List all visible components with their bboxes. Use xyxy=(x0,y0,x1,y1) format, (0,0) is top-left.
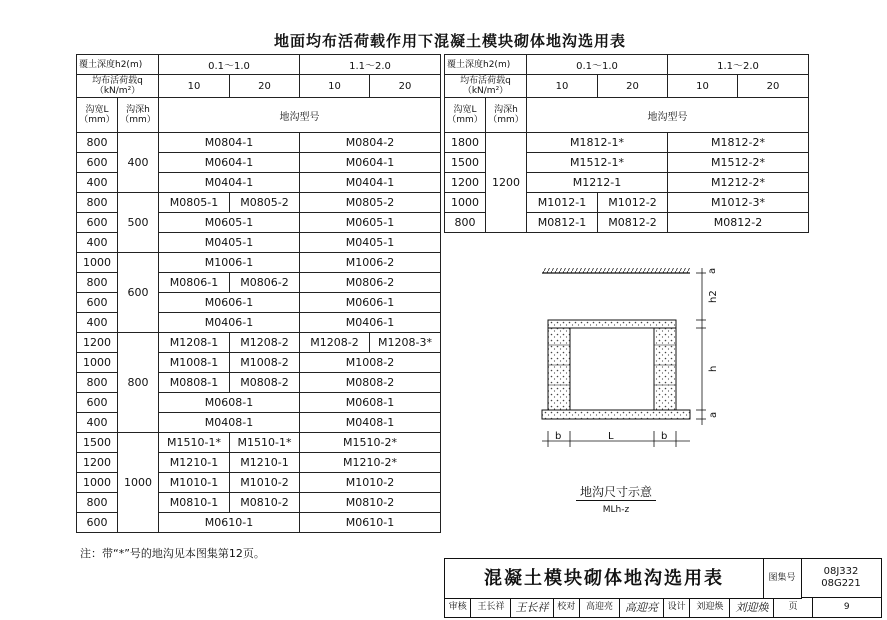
trench-width: 600 xyxy=(77,213,118,233)
trench-type: M0406-1 xyxy=(159,313,300,333)
trench-type: M1510-1* xyxy=(230,433,300,453)
header-row-load xyxy=(445,75,809,98)
height-label: 沟深h（mm） xyxy=(486,98,527,133)
trench-width: 800 xyxy=(77,273,118,293)
trench-type: M0605-1 xyxy=(300,213,441,233)
trench-type: M1212-1 xyxy=(527,173,668,193)
trench-depth: 800 xyxy=(118,333,159,433)
trench-type: M1008-2 xyxy=(300,353,441,373)
trench-type: M1812-2* xyxy=(668,133,809,153)
load-value: 20 xyxy=(230,75,300,98)
trench-type: M0604-1 xyxy=(300,153,441,173)
dim-b-right: b xyxy=(661,431,668,442)
atlas-number-label: 图集号 xyxy=(763,559,802,599)
trench-type: M0805-1 xyxy=(159,193,230,213)
trench-width: 800 xyxy=(77,493,118,513)
trench-width: 600 xyxy=(77,153,118,173)
signature-row xyxy=(445,598,881,617)
design-label: 设计 xyxy=(664,598,690,617)
dim-b-left: b xyxy=(555,431,562,442)
trench-type: M0404-1 xyxy=(159,173,300,193)
trench-type: M0804-1 xyxy=(159,133,300,153)
trench-type: M0810-2 xyxy=(300,493,441,513)
trench-type: M0804-2 xyxy=(300,133,441,153)
depth-range-1: 0.1～1.0 xyxy=(527,55,668,75)
trench-width: 1500 xyxy=(77,433,118,453)
table-row xyxy=(445,133,809,153)
checker-name: 高迎亮 xyxy=(580,598,620,617)
trench-width: 800 xyxy=(445,213,486,233)
selection-table-right xyxy=(444,54,809,233)
depth-range-2: 1.1～2.0 xyxy=(300,55,441,75)
trench-depth: 1200 xyxy=(486,133,527,233)
reviewer-name: 王长祥 xyxy=(471,598,511,617)
load-value: 10 xyxy=(668,75,738,98)
depth-label: 覆土深度h2(m) xyxy=(445,55,527,75)
trench-type: M1008-1 xyxy=(159,353,230,373)
reviewer-signature: 王长祥 xyxy=(511,598,553,617)
trench-type: M1510-2* xyxy=(300,433,441,453)
dim-L: L xyxy=(608,431,614,442)
trench-width: 1000 xyxy=(445,193,486,213)
trench-type: M1010-1 xyxy=(159,473,230,493)
checker-signature: 高迎亮 xyxy=(620,598,664,617)
left-wall xyxy=(548,328,570,410)
load-value: 10 xyxy=(300,75,370,98)
atlas-number-line: 08J332 xyxy=(823,566,859,577)
trench-type: M0808-2 xyxy=(300,373,441,393)
trench-type: M0806-2 xyxy=(300,273,441,293)
type-label: 地沟型号 xyxy=(159,98,441,133)
trench-width: 1200 xyxy=(77,333,118,353)
load-value: 10 xyxy=(527,75,598,98)
trench-type: M0812-1 xyxy=(527,213,598,233)
review-label: 审核 xyxy=(445,598,471,617)
cover-slab xyxy=(548,320,676,328)
page-title: 地面均布活荷载作用下混凝土模块砌体地沟选用表 xyxy=(273,32,626,50)
trench-type: M1012-2 xyxy=(598,193,668,213)
trench-type: M0408-1 xyxy=(300,413,441,433)
check-label: 校对 xyxy=(554,598,580,617)
load-value: 10 xyxy=(159,75,230,98)
table-row xyxy=(77,253,441,273)
trench-width: 1500 xyxy=(445,153,486,173)
width-label: 沟宽L（mm） xyxy=(77,98,118,133)
right-wall xyxy=(654,328,676,410)
footnote: 注：带“*”号的地沟见本图集第12页。 xyxy=(80,547,265,560)
header-row-depth xyxy=(445,55,809,75)
dim-a-bottom: a xyxy=(708,411,719,418)
trench-type: M1208-1 xyxy=(159,333,230,353)
atlas-number xyxy=(801,559,881,598)
trench-type: M0610-1 xyxy=(300,513,441,533)
trench-type: M1512-1* xyxy=(527,153,668,173)
load-value: 20 xyxy=(370,75,441,98)
table-row xyxy=(77,333,441,353)
trench-type: M0808-2 xyxy=(230,373,300,393)
trench-type: M1512-2* xyxy=(668,153,809,173)
trench-type: M1210-1 xyxy=(159,453,230,473)
trench-type: M1012-3* xyxy=(668,193,809,213)
header-row-type xyxy=(445,98,809,133)
trench-type: M0608-1 xyxy=(300,393,441,413)
trench-type: M0604-1 xyxy=(159,153,300,173)
trench-width: 800 xyxy=(77,193,118,213)
trench-type: M0405-1 xyxy=(159,233,300,253)
trench-type: M0606-1 xyxy=(159,293,300,313)
dim-h: h xyxy=(708,365,719,372)
trench-type: M1210-1 xyxy=(230,453,300,473)
trench-type: M1010-2 xyxy=(230,473,300,493)
trench-width: 600 xyxy=(77,393,118,413)
trench-type: M1008-2 xyxy=(230,353,300,373)
load-label: 均布活荷载q（kN/m²） xyxy=(77,75,159,98)
trench-type: M0805-2 xyxy=(300,193,441,213)
trench-width: 400 xyxy=(77,413,118,433)
trench-type: M1208-2 xyxy=(300,333,370,353)
table-row xyxy=(77,193,441,213)
trench-type: M0806-2 xyxy=(230,273,300,293)
page-label: 页 xyxy=(774,598,812,617)
trench-width: 600 xyxy=(77,293,118,313)
trench-type: M1006-2 xyxy=(300,253,441,273)
depth-label: 覆土深度h2(m) xyxy=(77,55,159,75)
designer-name: 刘迎焕 xyxy=(690,598,730,617)
trench-width: 400 xyxy=(77,313,118,333)
trench-depth: 500 xyxy=(118,193,159,253)
dim-h2: h2 xyxy=(708,290,719,303)
trench-type: M1812-1* xyxy=(527,133,668,153)
trench-type: M1212-2* xyxy=(668,173,809,193)
trench-width: 1000 xyxy=(77,353,118,373)
trench-type: M0608-1 xyxy=(159,393,300,413)
trench-width: 1800 xyxy=(445,133,486,153)
trench-type: M1208-3* xyxy=(370,333,441,353)
page-number: 9 xyxy=(843,602,850,612)
table-row xyxy=(77,133,441,153)
header-row-type xyxy=(77,98,441,133)
trench-width: 400 xyxy=(77,173,118,193)
title-block xyxy=(444,558,882,618)
dim-a-top: a xyxy=(707,267,718,274)
trench-type: M0404-1 xyxy=(300,173,441,193)
trench-type: M1208-2 xyxy=(230,333,300,353)
trench-depth: 1000 xyxy=(118,433,159,533)
trench-type: M0806-1 xyxy=(159,273,230,293)
trench-width: 800 xyxy=(77,133,118,153)
base-slab xyxy=(542,410,690,419)
header-row-depth xyxy=(77,55,441,75)
trench-type: M1210-2* xyxy=(300,453,441,473)
caption-underline xyxy=(576,500,656,501)
trench-type: M0405-1 xyxy=(300,233,441,253)
trench-type: M0605-1 xyxy=(159,213,300,233)
trench-type: M1006-1 xyxy=(159,253,300,273)
trench-type: M0812-2 xyxy=(598,213,668,233)
designer-signature: 刘迎焕 xyxy=(730,598,774,617)
height-label: 沟深h（mm） xyxy=(118,98,159,133)
trench-type: M0606-1 xyxy=(300,293,441,313)
trench-type: M0408-1 xyxy=(159,413,300,433)
header-row-load xyxy=(77,75,441,98)
trench-type: M1010-2 xyxy=(300,473,441,493)
table-row xyxy=(77,433,441,453)
ground-line xyxy=(542,268,690,273)
load-label: 均布活荷载q（kN/m²） xyxy=(445,75,527,98)
trench-width: 600 xyxy=(77,513,118,533)
trench-type: M0610-1 xyxy=(159,513,300,533)
trench-type: M0810-2 xyxy=(230,493,300,513)
trench-type: M1510-1* xyxy=(159,433,230,453)
trench-depth: 600 xyxy=(118,253,159,333)
depth-range-2: 1.1～2.0 xyxy=(668,55,809,75)
drawing-name: 混凝土模块砌体地沟选用表 xyxy=(445,559,764,599)
trench-width: 1200 xyxy=(77,453,118,473)
trench-width: 1200 xyxy=(445,173,486,193)
trench-type: M0810-1 xyxy=(159,493,230,513)
trench-type: M1012-1 xyxy=(527,193,598,213)
atlas-number-line: 08G221 xyxy=(821,578,861,589)
trench-section-diagram xyxy=(520,255,720,505)
width-label: 沟宽L（mm） xyxy=(445,98,486,133)
diagram-subcaption: MLh-z xyxy=(602,505,630,515)
trench-width: 1000 xyxy=(77,253,118,273)
depth-range-1: 0.1～1.0 xyxy=(159,55,300,75)
trench-width: 400 xyxy=(77,233,118,253)
trench-type: M0812-2 xyxy=(668,213,809,233)
diagram-caption: 地沟尺寸示意 xyxy=(579,485,652,499)
load-value: 20 xyxy=(598,75,668,98)
trench-width: 800 xyxy=(77,373,118,393)
load-value: 20 xyxy=(738,75,809,98)
trench-depth: 400 xyxy=(118,133,159,193)
trench-type: M0808-1 xyxy=(159,373,230,393)
trench-type: M0406-1 xyxy=(300,313,441,333)
trench-width: 1000 xyxy=(77,473,118,493)
trench-type: M0805-2 xyxy=(230,193,300,213)
selection-table-left xyxy=(76,54,441,533)
type-label: 地沟型号 xyxy=(527,98,809,133)
